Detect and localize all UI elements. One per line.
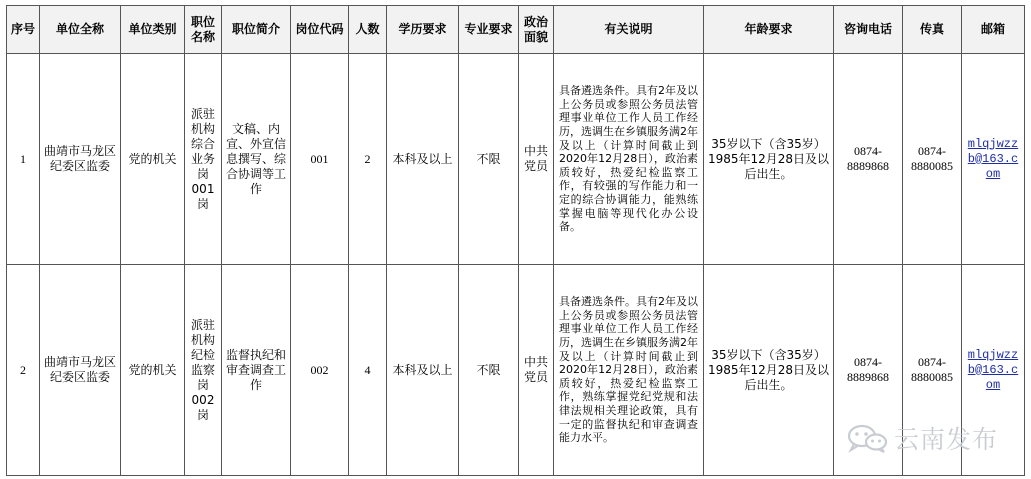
cell-position: 派驻机构综合业务岗001岗 <box>185 54 222 265</box>
header-count: 人数 <box>349 6 387 54</box>
header-email: 邮箱 <box>962 6 1025 54</box>
cell-education: 本科及以上 <box>387 265 459 476</box>
cell-age: 35岁以下（含35岁）1985年12月28日及以后出生。 <box>704 54 834 265</box>
cell-unit: 曲靖市马龙区纪委区监委 <box>40 265 121 476</box>
header-major: 专业要求 <box>459 6 519 54</box>
header-fax: 传真 <box>903 6 962 54</box>
header-phone: 咨询电话 <box>834 6 903 54</box>
cell-politics: 中共党员 <box>519 265 554 476</box>
header-code: 岗位代码 <box>291 6 349 54</box>
cell-notes <box>554 265 704 476</box>
recruitment-table <box>6 5 1025 476</box>
wechat-icon <box>846 423 890 453</box>
cell-fax: 0874-8880085 <box>903 265 962 476</box>
notes-text: 具备遴选条件。具有2年及以上公务员或参照公务员法管理事业单位工作人员工作经历，选调生在乡镇服务满2年及以上（计算时间截止到2020年12月28日），政治素质较好，热爱纪检监察工作，熟练掌握党纪党规和法律法规相关理论政策，具有一定的监督执纪和审查调查能力水平。 <box>559 295 698 445</box>
cell-age: 35岁以下（含35岁）1985年12月28日及以后出生。 <box>704 265 834 476</box>
cell-code: 002 <box>291 265 349 476</box>
header-seq: 序号 <box>7 6 40 54</box>
cell-count: 4 <box>349 265 387 476</box>
cell-phone: 0874-8889868 <box>834 54 903 265</box>
header-education: 学历要求 <box>387 6 459 54</box>
cell-major: 不限 <box>459 54 519 265</box>
cell-code: 001 <box>291 54 349 265</box>
cell-major: 不限 <box>459 265 519 476</box>
cell-notes <box>554 54 704 265</box>
header-age: 年龄要求 <box>704 6 834 54</box>
cell-seq: 2 <box>7 265 40 476</box>
table-row <box>7 54 1025 265</box>
cell-education: 本科及以上 <box>387 54 459 265</box>
email-link[interactable]: mlqjwzzb@163.com <box>962 265 1025 476</box>
header-notes: 有关说明 <box>554 6 704 54</box>
watermark-text: 云南发布 <box>894 425 999 454</box>
cell-phone: 0874-8889868 <box>834 265 903 476</box>
notes-text: 具备遴选条件。具有2年及以上公务员或参照公务员法管理事业单位工作人员工作经历，选调生在乡镇服务满2年及以上（计算时间截止到2020年12月28日），政治素质较好，热爱纪检监察工作，有较强的写作能力和一定的综合协调能力，能熟练掌握电脑等现代化办公设备。 <box>559 84 698 234</box>
cell-fax: 0874-8880085 <box>903 54 962 265</box>
cell-unit: 曲靖市马龙区纪委区监委 <box>40 54 121 265</box>
header-row <box>7 6 1025 54</box>
cell-count: 2 <box>349 54 387 265</box>
header-category: 单位类别 <box>121 6 185 54</box>
header-position: 职位名称 <box>185 6 222 54</box>
cell-category: 党的机关 <box>121 265 185 476</box>
email-link[interactable]: mlqjwzzb@163.com <box>962 54 1025 265</box>
header-intro: 职位简介 <box>222 6 291 54</box>
cell-intro: 文稿、内宣、外宣信息撰写、综合协调等工作 <box>222 54 291 265</box>
cell-category: 党的机关 <box>121 54 185 265</box>
cell-position: 派驻机构纪检监察岗002岗 <box>185 265 222 476</box>
cell-intro: 监督执纪和审查调查工作 <box>222 265 291 476</box>
header-unit: 单位全称 <box>40 6 121 54</box>
header-politics: 政治面貌 <box>519 6 554 54</box>
watermark <box>846 420 998 456</box>
cell-politics: 中共党员 <box>519 54 554 265</box>
cell-seq: 1 <box>7 54 40 265</box>
